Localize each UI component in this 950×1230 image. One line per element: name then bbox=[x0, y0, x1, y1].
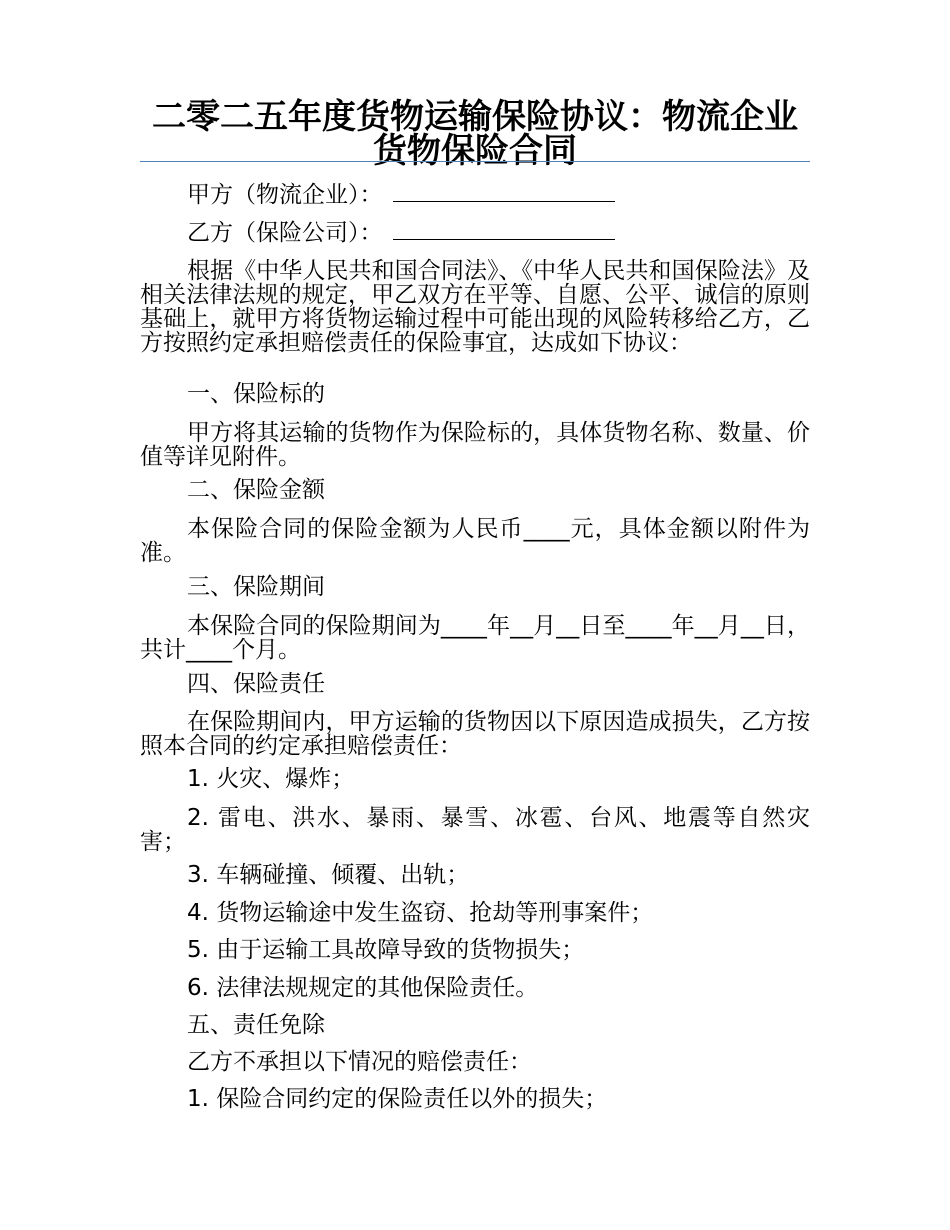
title-underline bbox=[140, 161, 810, 162]
section-heading: 三、保险期间 bbox=[187, 574, 325, 600]
party-a-blank bbox=[393, 183, 615, 202]
section-body: 本保险合同的保险期间为____年__月__日至____年__月__日，共计____个月。 bbox=[140, 613, 810, 663]
list-item: 6. 法律法规规定的其他保险责任。 bbox=[187, 975, 539, 1001]
intro-paragraph: 根据《中华人民共和国合同法》、《中华人民共和国保险法》及相关法律法规的规定，甲乙双方在平等、自愿、公平、诚信的原则基础上，就甲方将货物运输过程中可能出现的风险转移给乙方，乙方按照约定承担赔偿责任的保险事宜，达成如下协议： bbox=[140, 258, 810, 356]
section-body: 甲方将其运输的货物作为保险标的，具体货物名称、数量、价值等详见附件。 bbox=[140, 420, 810, 470]
section-body: 在保险期间内，甲方运输的货物因以下原因造成损失，乙方按照本合同的约定承担赔偿责任： bbox=[140, 709, 810, 759]
document-title: 二零二五年度货物运输保险协议：物流企业货物保险合同 bbox=[152, 97, 798, 171]
section-body: 乙方不承担以下情况的赔偿责任： bbox=[187, 1049, 532, 1075]
party-a-line bbox=[140, 183, 810, 207]
list-item: 1. 火灾、爆炸； bbox=[187, 766, 355, 792]
section-body: 本保险合同的保险金额为人民币____元，具体金额以附件为准。 bbox=[140, 516, 810, 566]
party-b-line bbox=[140, 221, 810, 245]
party-b-label: 乙方（保险公司）： bbox=[187, 220, 383, 246]
section-heading: 五、责任免除 bbox=[187, 1012, 325, 1038]
list-item: 1. 保险合同约定的保险责任以外的损失； bbox=[187, 1086, 608, 1112]
list-item: 3. 车辆碰撞、倾覆、出轨； bbox=[187, 862, 470, 888]
party-b-blank bbox=[393, 221, 615, 240]
list-item: 4. 货物运输途中发生盗窃、抢劫等刑事案件； bbox=[187, 900, 654, 926]
list-item: 5. 由于运输工具故障导致的货物损失； bbox=[187, 937, 585, 963]
party-a-label: 甲方（物流企业）： bbox=[187, 182, 383, 208]
list-item: 2. 雷电、洪水、暴雨、暴雪、冰雹、台风、地震等自然灾害； bbox=[140, 805, 810, 855]
section-heading: 四、保险责任 bbox=[187, 671, 325, 697]
section-heading: 一、保险标的 bbox=[187, 381, 325, 407]
section-heading: 二、保险金额 bbox=[187, 477, 325, 503]
